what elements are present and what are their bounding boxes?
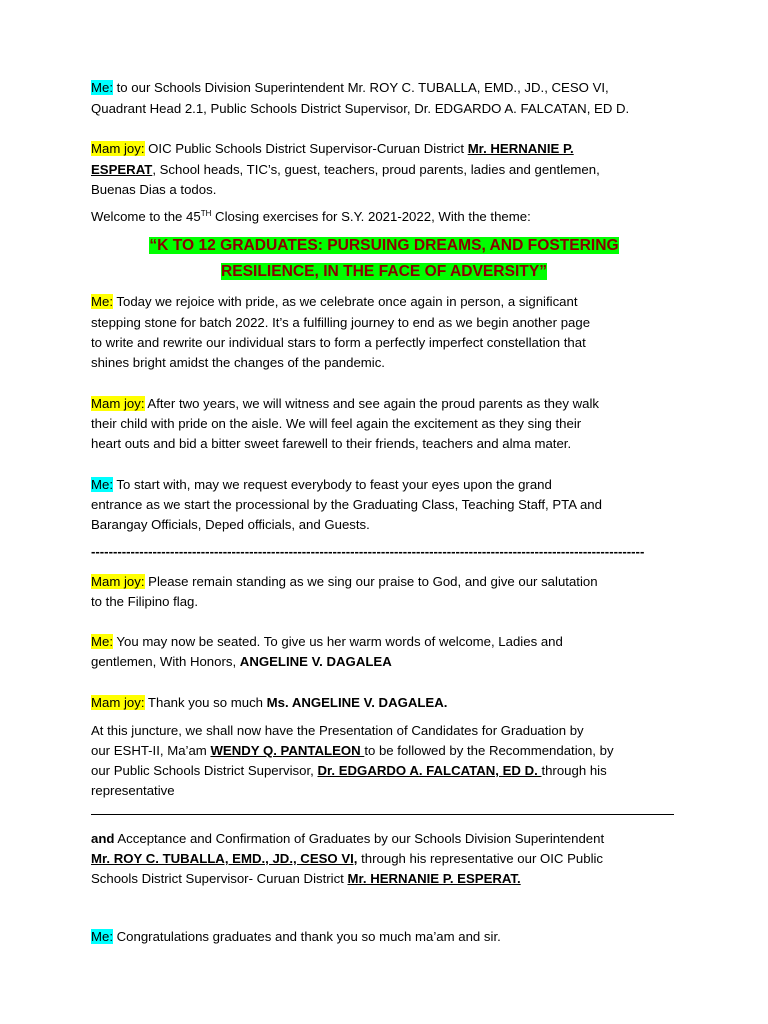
speaker-mam-joy: Mam joy: <box>91 141 145 156</box>
p9-text-3c: through his <box>541 763 607 778</box>
p8-honoree-name: Ms. ANGELINE V. DAGALEA. <box>266 695 448 710</box>
welcome-text-a: Welcome to the 45 <box>91 209 201 224</box>
p7-honoree-name: ANGELINE V. DAGALEA <box>239 654 392 669</box>
p10-line-3 <box>91 869 691 889</box>
p9-text-2c: to be followed by the Recommendation, by <box>364 743 614 758</box>
p10-text-1b: Acceptance and Confirmation of Graduates by our Schools Division Superintendent <box>114 831 605 846</box>
theme-line-1 <box>60 235 708 257</box>
p6-line-2: to the Filipino flag. <box>91 594 199 609</box>
p9-line-3 <box>91 761 691 781</box>
p10-text-2b: through his representative our OIC Public <box>357 851 604 866</box>
p5-line-1 <box>91 475 691 495</box>
p2-line-1 <box>91 139 691 159</box>
p8-text-1a: Thank you so much <box>144 695 267 710</box>
speaker-me: Me: <box>91 634 113 649</box>
speaker-mam-joy: Mam joy: <box>91 396 145 411</box>
p2-name-1: Mr. HERNANIE P. <box>467 141 574 156</box>
p7-text-1: You may now be seated. To give us her warm words of welcome, Ladies and <box>112 634 563 649</box>
p3-line-1 <box>91 292 691 312</box>
p7-line-2 <box>91 652 691 672</box>
p4-line-1 <box>91 394 691 414</box>
speaker-mam-joy: Mam joy: <box>91 574 145 589</box>
p2-text-2b: , School heads, TIC’s, guest, teachers, proud parents, ladies and gentlemen, <box>152 162 600 177</box>
p9-line-1: At this juncture, we shall now have the Presentation of Candidates for Graduation by <box>91 723 584 738</box>
speaker-me: Me: <box>91 294 113 309</box>
p4-line-3: heart outs and bid a bitter sweet farewell to their friends, teachers and alma mater. <box>91 436 572 451</box>
p10-line-2 <box>91 849 691 869</box>
p2-line-3: Buenas Dias a todos. <box>91 182 217 197</box>
p11-line-1 <box>91 927 691 947</box>
p7-text-2a: gentlemen, With Honors, <box>91 654 240 669</box>
p9-line-4: representative <box>91 783 175 798</box>
theme-line-2 <box>60 261 708 283</box>
solid-rule <box>91 814 674 815</box>
theme-text-1: “K TO 12 GRADUATES: PURSUING DREAMS, AND FOSTERING <box>149 237 619 254</box>
speaker-me: Me: <box>91 477 113 492</box>
p2-line-2 <box>91 160 691 180</box>
p3-line-4: shines bright amidst the changes of the pandemic. <box>91 355 385 370</box>
welcome-line <box>91 207 691 227</box>
welcome-superscript: TH <box>200 209 212 218</box>
p9-line-2 <box>91 741 691 761</box>
p11-text-1: Congratulations graduates and thank you so much ma’am and sir. <box>112 929 501 944</box>
p10-line-1 <box>91 829 691 849</box>
p4-text-1: After two years, we will witness and see again the proud parents as they walk <box>144 396 599 411</box>
speaker-me: Me: <box>91 80 113 95</box>
p7-line-1 <box>91 632 691 652</box>
p5-line-3: Barangay Officials, Deped officials, and Guests. <box>91 517 370 532</box>
welcome-text-b: Closing exercises for S.Y. 2021-2022, With the theme: <box>211 209 531 224</box>
p3-text-1: Today we rejoice with pride, as we celebrate once again in person, a significant <box>112 294 578 309</box>
p10-text-3a: Schools District Supervisor- Curuan District <box>91 871 348 886</box>
p10-name-esperat: Mr. HERNANIE P. ESPERAT. <box>347 871 521 886</box>
p9-text-3a: our Public Schools District Supervisor, <box>91 763 318 778</box>
p9-name-falcatan: Dr. EDGARDO A. FALCATAN, ED D. <box>317 763 542 778</box>
speaker-me: Me: <box>91 929 113 944</box>
p4-line-2: their child with pride on the aisle. We will feel again the excitement as they sing their <box>91 416 582 431</box>
p5-line-2: entrance as we start the processional by the Graduating Class, Teaching Staff, PTA and <box>91 497 602 512</box>
p10-name-tuballa: Mr. ROY C. TUBALLA, EMD., JD., CESO VI, <box>91 851 358 866</box>
p10-and: and <box>91 831 115 846</box>
p3-line-2: stepping stone for batch 2022. It’s a fulfilling journey to end as we begin another page <box>91 315 591 330</box>
p9-text-2a: our ESHT-II, Ma’am <box>91 743 211 758</box>
p6-line-1 <box>91 572 691 592</box>
p6-text-1: Please remain standing as we sing our praise to God, and give our salutation <box>144 574 598 589</box>
p2-name-2: ESPERAT <box>91 162 153 177</box>
p3-line-3: to write and rewrite our individual stars to form a perfectly imperfect constellation that <box>91 335 586 350</box>
p8-line-1 <box>91 693 691 713</box>
p1-line-2: Quadrant Head 2.1, Public Schools District Supervisor, Dr. EDGARDO A. FALCATAN, ED D. <box>91 101 630 116</box>
p1-text-1: to our Schools Division Superintendent Mr. ROY C. TUBALLA, EMD., JD., CESO VI, <box>112 80 609 95</box>
dashed-divider: ------------------------------------------------------------------------------------------------------------------------------ <box>91 545 645 559</box>
p9-name-pantaleon: WENDY Q. PANTALEON <box>210 743 365 758</box>
theme-text-2: RESILIENCE, IN THE FACE OF ADVERSITY” <box>220 263 548 280</box>
p5-text-1: To start with, may we request everybody to feast your eyes upon the grand <box>112 477 552 492</box>
p2-text-1a: OIC Public Schools District Supervisor-Curuan District <box>144 141 468 156</box>
speaker-mam-joy: Mam joy: <box>91 695 145 710</box>
p1-line-1 <box>91 78 691 98</box>
